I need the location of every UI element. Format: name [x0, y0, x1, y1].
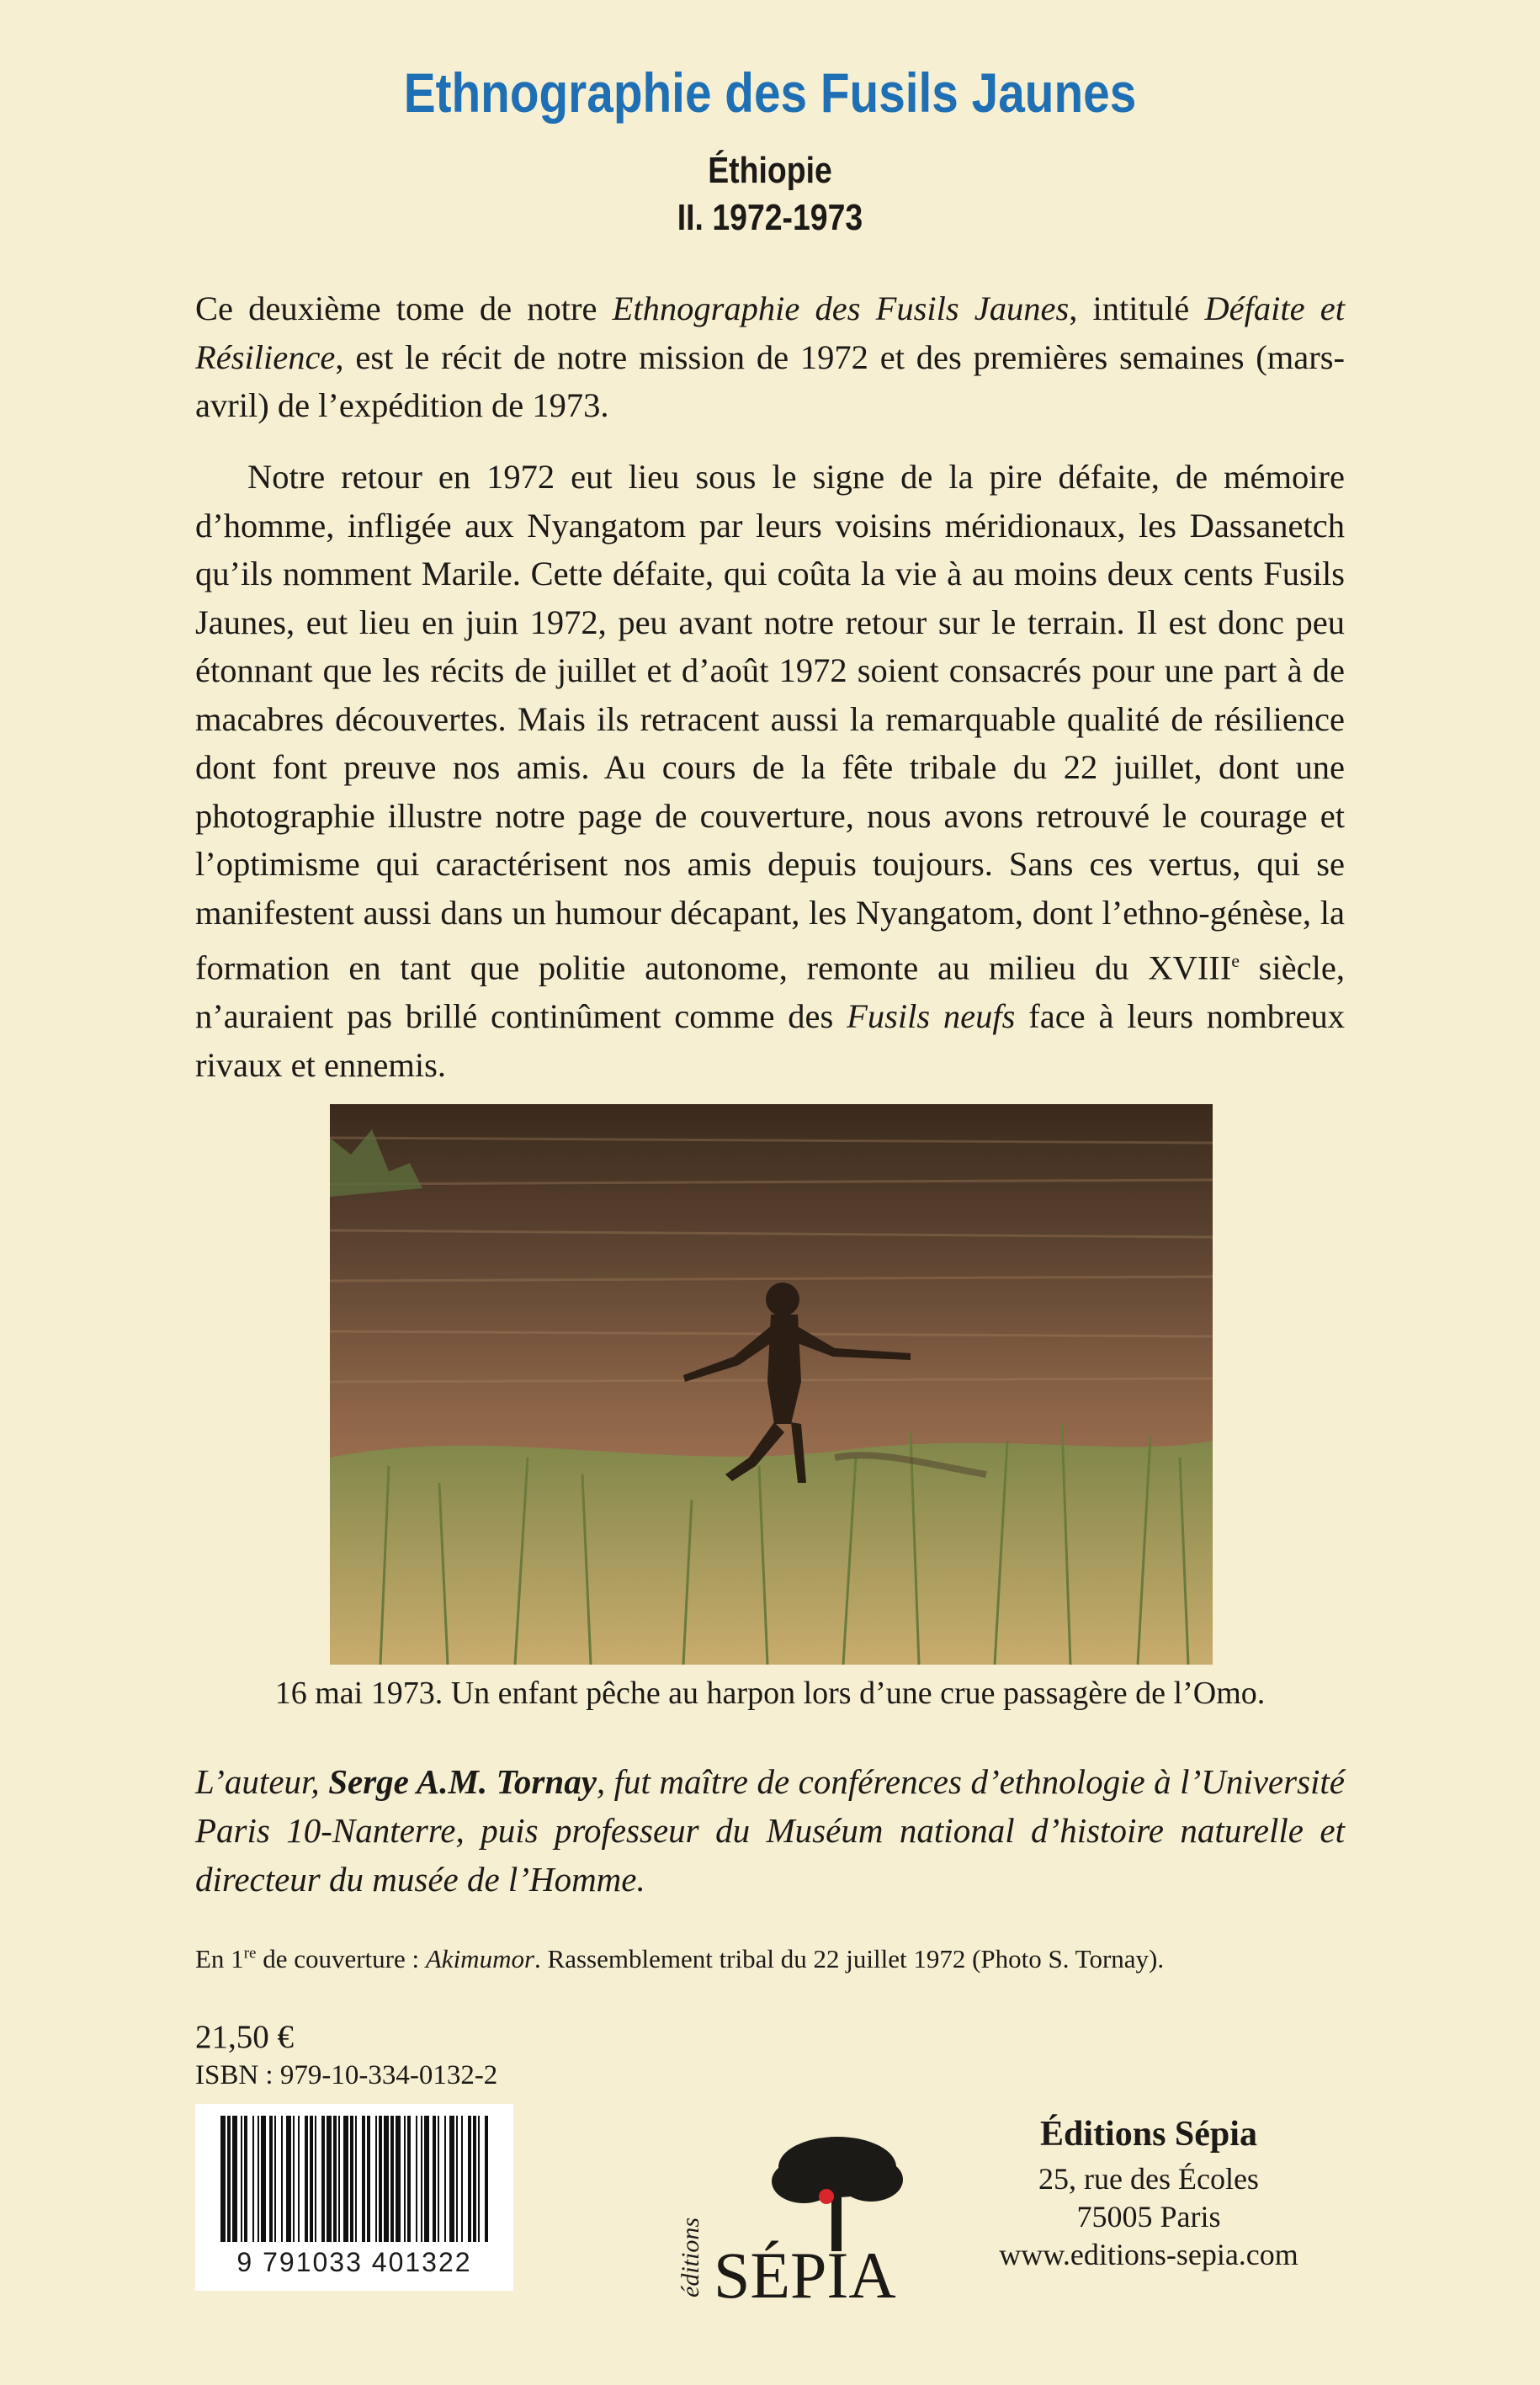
barcode-bar — [461, 2116, 463, 2242]
barcode-bar — [269, 2116, 273, 2242]
subtitle-volume: II. 1972-1973 — [677, 197, 863, 238]
barcode-bar — [244, 2116, 247, 2242]
barcode-bar — [367, 2116, 370, 2242]
tree-icon — [772, 2137, 903, 2251]
barcode-bar — [298, 2116, 300, 2242]
barcode-bar — [338, 2116, 340, 2242]
barcode-bar — [286, 2116, 291, 2242]
barcode-bar — [375, 2116, 377, 2242]
barcode-bar — [241, 2116, 242, 2242]
publisher-name: Éditions Sépia — [1040, 2115, 1257, 2154]
logo-big-text: SÉPIA — [714, 2239, 896, 2306]
book-title: Ethnographie des Fusils Jaunes — [403, 61, 1137, 124]
photo-caption: 16 mai 1973. Un enfant pêche au harpon lors d’une crue passagère de l’Omo. — [274, 1676, 1266, 1711]
barcode-bar — [379, 2116, 382, 2242]
barcode-bar — [321, 2116, 325, 2242]
barcode-bar — [232, 2116, 237, 2242]
barcode-bar — [416, 2116, 417, 2242]
barcode-bar — [258, 2116, 259, 2242]
subtitle-country: Éthiopie — [708, 150, 832, 191]
barcode-bar — [456, 2116, 458, 2242]
barcode-bar — [333, 2116, 337, 2242]
barcode-bar — [390, 2116, 394, 2242]
barcode-bar — [362, 2116, 365, 2242]
intro-paragraph: Ce deuxième tome de notre Ethnographie des Fusils Jaunes, intitulé Défaite et Résilience, est le récit de notre mission de 1972 et des premières semaines (mars-avril) de l’expédition de 1973. — [195, 289, 1346, 424]
publisher-logo — [665, 2129, 934, 2306]
barcode-bar — [220, 2116, 226, 2242]
barcode-bar — [404, 2116, 406, 2242]
barcode-bar — [438, 2116, 439, 2242]
river-photo — [330, 1104, 1213, 1665]
publisher-address-city: 75005 Paris — [1076, 2200, 1221, 2234]
barcode-bar — [407, 2116, 411, 2242]
barcode-bar — [227, 2116, 231, 2242]
barcode-bar — [310, 2116, 313, 2242]
barcode-bar — [473, 2116, 476, 2242]
barcode-bar — [478, 2116, 480, 2242]
logo-small-text: éditions — [677, 2218, 704, 2297]
barcode-bar — [274, 2116, 276, 2242]
barcode-bar — [396, 2116, 401, 2242]
barcode-bar — [468, 2116, 471, 2242]
barcode-bar — [293, 2116, 295, 2242]
publisher-address-street: 25, rue des Écoles — [1038, 2162, 1259, 2196]
barcode-bar — [305, 2116, 308, 2242]
barcode-bar — [421, 2116, 422, 2242]
barcode-bar — [384, 2116, 389, 2242]
barcode-bar — [350, 2116, 353, 2242]
barcode-bar — [281, 2116, 283, 2242]
publisher-website[interactable]: www.editions-sepia.com — [999, 2238, 1298, 2271]
logo-red-dot — [819, 2189, 834, 2204]
barcode-bar — [444, 2116, 446, 2242]
cover-credit: En 1re de couverture : Akimumor. Rassemblement tribal du 22 juillet 1972 (Photo S. Tornay). — [195, 1944, 1165, 1973]
body-paragraph: Notre retour en 1972 eut lieu sous le signe de la pire défaite, de mémoire d’homme, infligée aux Nyangatom par leurs voisins méridionaux, les Dassanetch qu’ils nomment Marile. Cette défaite, qui coûta la vie à au moins deux cents Fusils Jaunes, eut lieu en juin 1972, peu avant notre retour sur le terrain. Il est donc peu étonnant que les récits de juillet et d’août 1972 soient consacrés pour une part à de macabres découvertes. Mais ils retracent aussi la remarquable qualité de résilience dont font preuve nos amis. Au cours de la fête tribale du 22 juillet, dont une photographie illustre notre page de couverture, nous avons retrouvé le courage et l’optimisme qui caractérisent nos amis depuis toujours. Sans ces vertus, qui se manifestent aussi dans un humour décapant, les Nyangatom, dont l’ethno-génèse, la formation en tant que politie autonome, remonte au milieu du XVIIIe siècle, n’auraient pas brillé continûment comme des Fusils neufs face à leurs nombreux rivaux et ennemis. — [195, 458, 1345, 1084]
barcode-bar — [343, 2116, 348, 2242]
barcode-bar — [424, 2116, 429, 2242]
barcode-digits: 9 791033 401322 — [236, 2247, 472, 2277]
barcode-bar — [485, 2116, 488, 2242]
isbn: ISBN : 979-10-334-0132-2 — [195, 2060, 498, 2090]
barcode-bar — [261, 2116, 266, 2242]
author-bio: L’auteur, Serge A.M. Tornay, fut maître de conférences d’ethnologie à l’Université Paris 10-Nanterre, puis professeur du Muséum national d’histoire naturelle et directeur du musée de l’Homme. — [195, 1762, 1346, 1899]
barcode-bar — [433, 2116, 436, 2242]
barcode-bar — [327, 2116, 332, 2242]
barcode-bar — [449, 2116, 454, 2242]
barcode-bar — [355, 2116, 357, 2242]
barcode-bar — [252, 2116, 254, 2242]
barcode-bar — [315, 2116, 316, 2242]
price: 21,50 € — [195, 2019, 294, 2055]
